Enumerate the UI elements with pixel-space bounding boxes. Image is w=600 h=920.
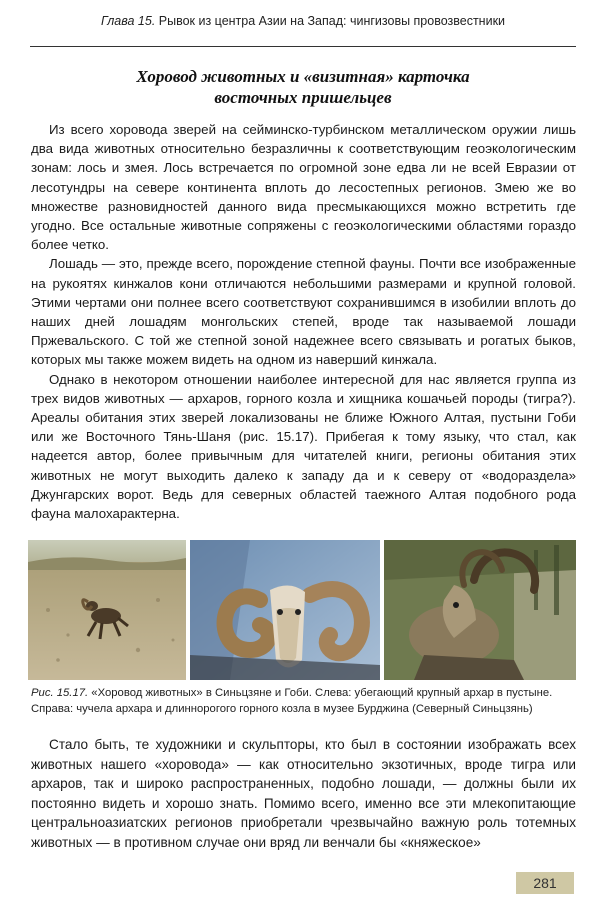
paragraph: Из всего хоровода зверей на сейминско-турбинском металлическом оружии лишь два вида животных относительно безразличны к соответствующим геоэкологическим зонам: лось и змея. Лось встречается по огромной зоне едва ли не всей Евразии от лесотундры на севере континента вплоть до лесостепных регионов. Змею же во множестве разновидностей данного вида пресмыкающихся можно встретить где угодно. Все остальные животные сопряжены с геоэкологическими областями гораздо более четко. <box>31 122 576 253</box>
body-text-top <box>31 120 576 523</box>
page-number: 281 <box>516 872 574 894</box>
paragraph: Лошадь — это, прежде всего, порождение степной фауны. Почти все изображенные на рукоятях кинжалов кони отличаются небольшими размерами и крупной головой. Этими чертами они полнее всего соответствуют сохранившимся в изобилии вплоть до наших дней лошадям монгольских степей, вроде так называемой лошади Пржевальского. С той же степной зоной надежнее всего связывать и рогатых быков, которых мы также можем видеть на одном из наверший кинжала. <box>31 256 576 368</box>
photo-argali-head <box>190 540 380 680</box>
section-title <box>30 66 576 108</box>
figure-label: Рис. 15.17. <box>31 687 89 699</box>
chapter-title: Рывок из центра Азии на Запад: чингизовы провозвестники <box>158 14 506 28</box>
header-rule <box>30 46 576 47</box>
photo-argali-desert <box>28 540 186 680</box>
paragraph: Однако в некотором отношении наиболее интересной для нас является группа из трех видов животных — архаров, горного козла и хищника кошачьей породы (тигра?). Ареалы обитания этих зверей локализованы не ближе Южного Алтая, пустыни Гоби или же Восточного Тянь-Шаня (рис. 15.17). Прибегая к тому языку, что стал, как надеется автор, более привычным для читателей книги, регионы обитания этих животных не могут выходить далеко к западу да и к северу от «водораздела» Джунгарских ворот. Ведь для северных областей таежного Алтая подобного рода фауна малохарактерна. <box>31 371 576 522</box>
body-text-bottom <box>31 735 576 853</box>
paragraph: Стало быть, те художники и скульпторы, кто был в состоянии изображать всех животных нашего «хоровода» — как относительно экзотичных, вроде тигра или архаров, так и широко распространенных, подобно лошади, — должны были их постоянно видеть и хорошо знать. Помимо всего, именно все эти млекопитающие центральноазиатских регионов приобретали чрезвычайно важную роль тотемных животных — в противном случае они вряд ли венчали бы «княжеское» <box>31 737 576 850</box>
chapter-label: Глава 15. <box>100 14 156 28</box>
figure-caption <box>31 686 576 717</box>
photo-ibex <box>384 540 576 680</box>
figure-caption-text: «Хоровод животных» в Синьцзяне и Гоби. Слева: убегающий крупный архар в пустыне. Справа: чучела архара и длиннорогого горного козла в музее Бурджина (Северный Синьцзянь) <box>31 687 553 715</box>
section-title-line-2: восточных пришельцев <box>214 88 392 107</box>
section-title-line-1: Хоровод животных и «визитная» карточка <box>136 67 470 86</box>
figure-15-17 <box>28 540 576 680</box>
running-header <box>30 14 576 28</box>
